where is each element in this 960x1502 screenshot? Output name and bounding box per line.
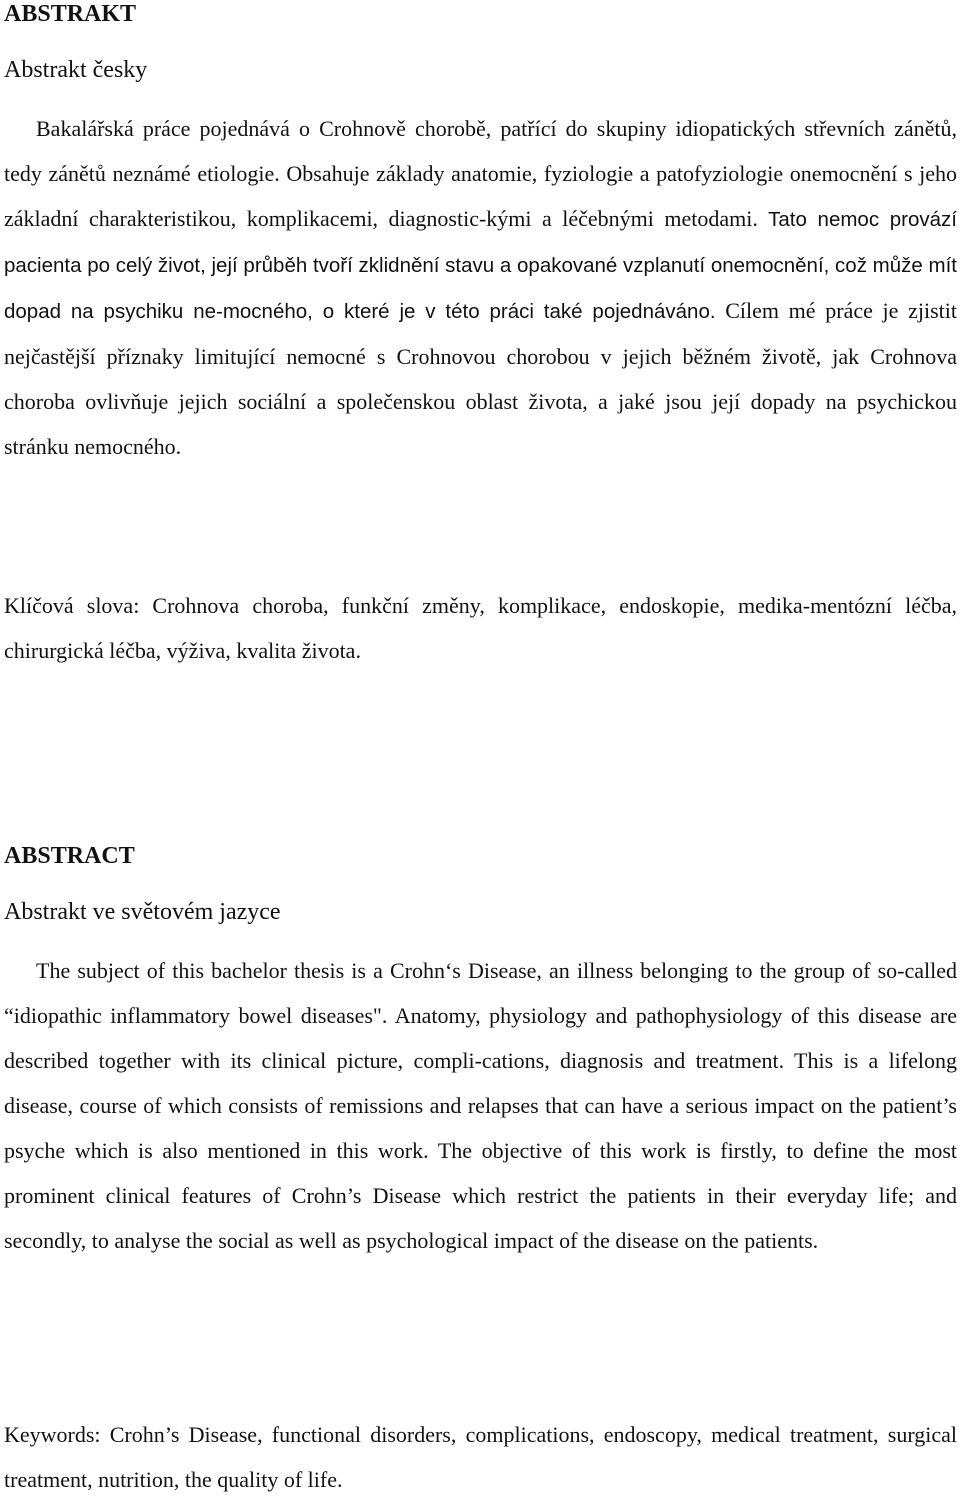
czech-abstract-text-1: Bakalářská práce pojednává o Crohnově chorobě, patřící do skupiny idiopatických střevních zánětů, tedy zánětů neznámé etiologie. Obsahuje základy anatomie, fyziologie a patofyziologie onemocnění s jeho základní charakteristikou, komplikacemi, diagnostic-kými a léčebnými metodami. [4, 116, 957, 231]
english-abstract-paragraph: The subject of this bachelor thesis is a Crohn‘s Disease, an illness belonging to the group of so-called “idiopathic inflammatory bowel diseases". Anatomy, physiology and pathophysiology of this disease are described together with its clinical picture, compli-cations, diagnosis and treatment. This is a lifelong disease, course of which consists of remissions and relapses that can have a serious impact on the patient’s psyche which is also mentioned in this work. The objective of this work is firstly, to define the most prominent clinical features of Crohn’s Disease which restrict the patients in their everyday life; and secondly, to analyse the social as well as psychological impact of the disease on the patients. [4, 958, 957, 1253]
english-abstract-subheading: Abstrakt ve světovém jazyce [4, 899, 281, 925]
czech-abstract-heading: ABSTRAKT [4, 1, 137, 27]
english-abstract-heading: ABSTRACT [4, 843, 135, 869]
english-keywords: Keywords: Crohn’s Disease, functional disorders, complications, endoscopy, medical treatment, surgical treatment, nutrition, the quality of life. [4, 1422, 957, 1492]
czech-abstract-subheading: Abstrakt česky [4, 57, 148, 83]
czech-abstract-text-2: Tato nemoc provází pacienta po celý život, její průběh tvoří zklidnění stavu a opakované vzplanutí onemocnění, což může mít dopad na psychiku ne-mocného, o které je v této práci také pojednáváno. [4, 208, 957, 323]
czech-keywords: Klíčová slova: Crohnova choroba, funkční změny, komplikace, endoskopie, medika-mentózní léčba, chirurgická léčba, výživa, kvalita života. [4, 593, 957, 663]
czech-abstract-paragraph [4, 106, 957, 469]
czech-abstract-text-3: Cílem mé práce je zjistit nejčastější příznaky limitující nemocné s Crohnovou chorobou v jejich běžném životě, jak Crohnova choroba ovlivňuje jejich sociální a společenskou oblast života, a jaké jsou její dopady na psychickou stránku nemocného. [4, 298, 957, 459]
